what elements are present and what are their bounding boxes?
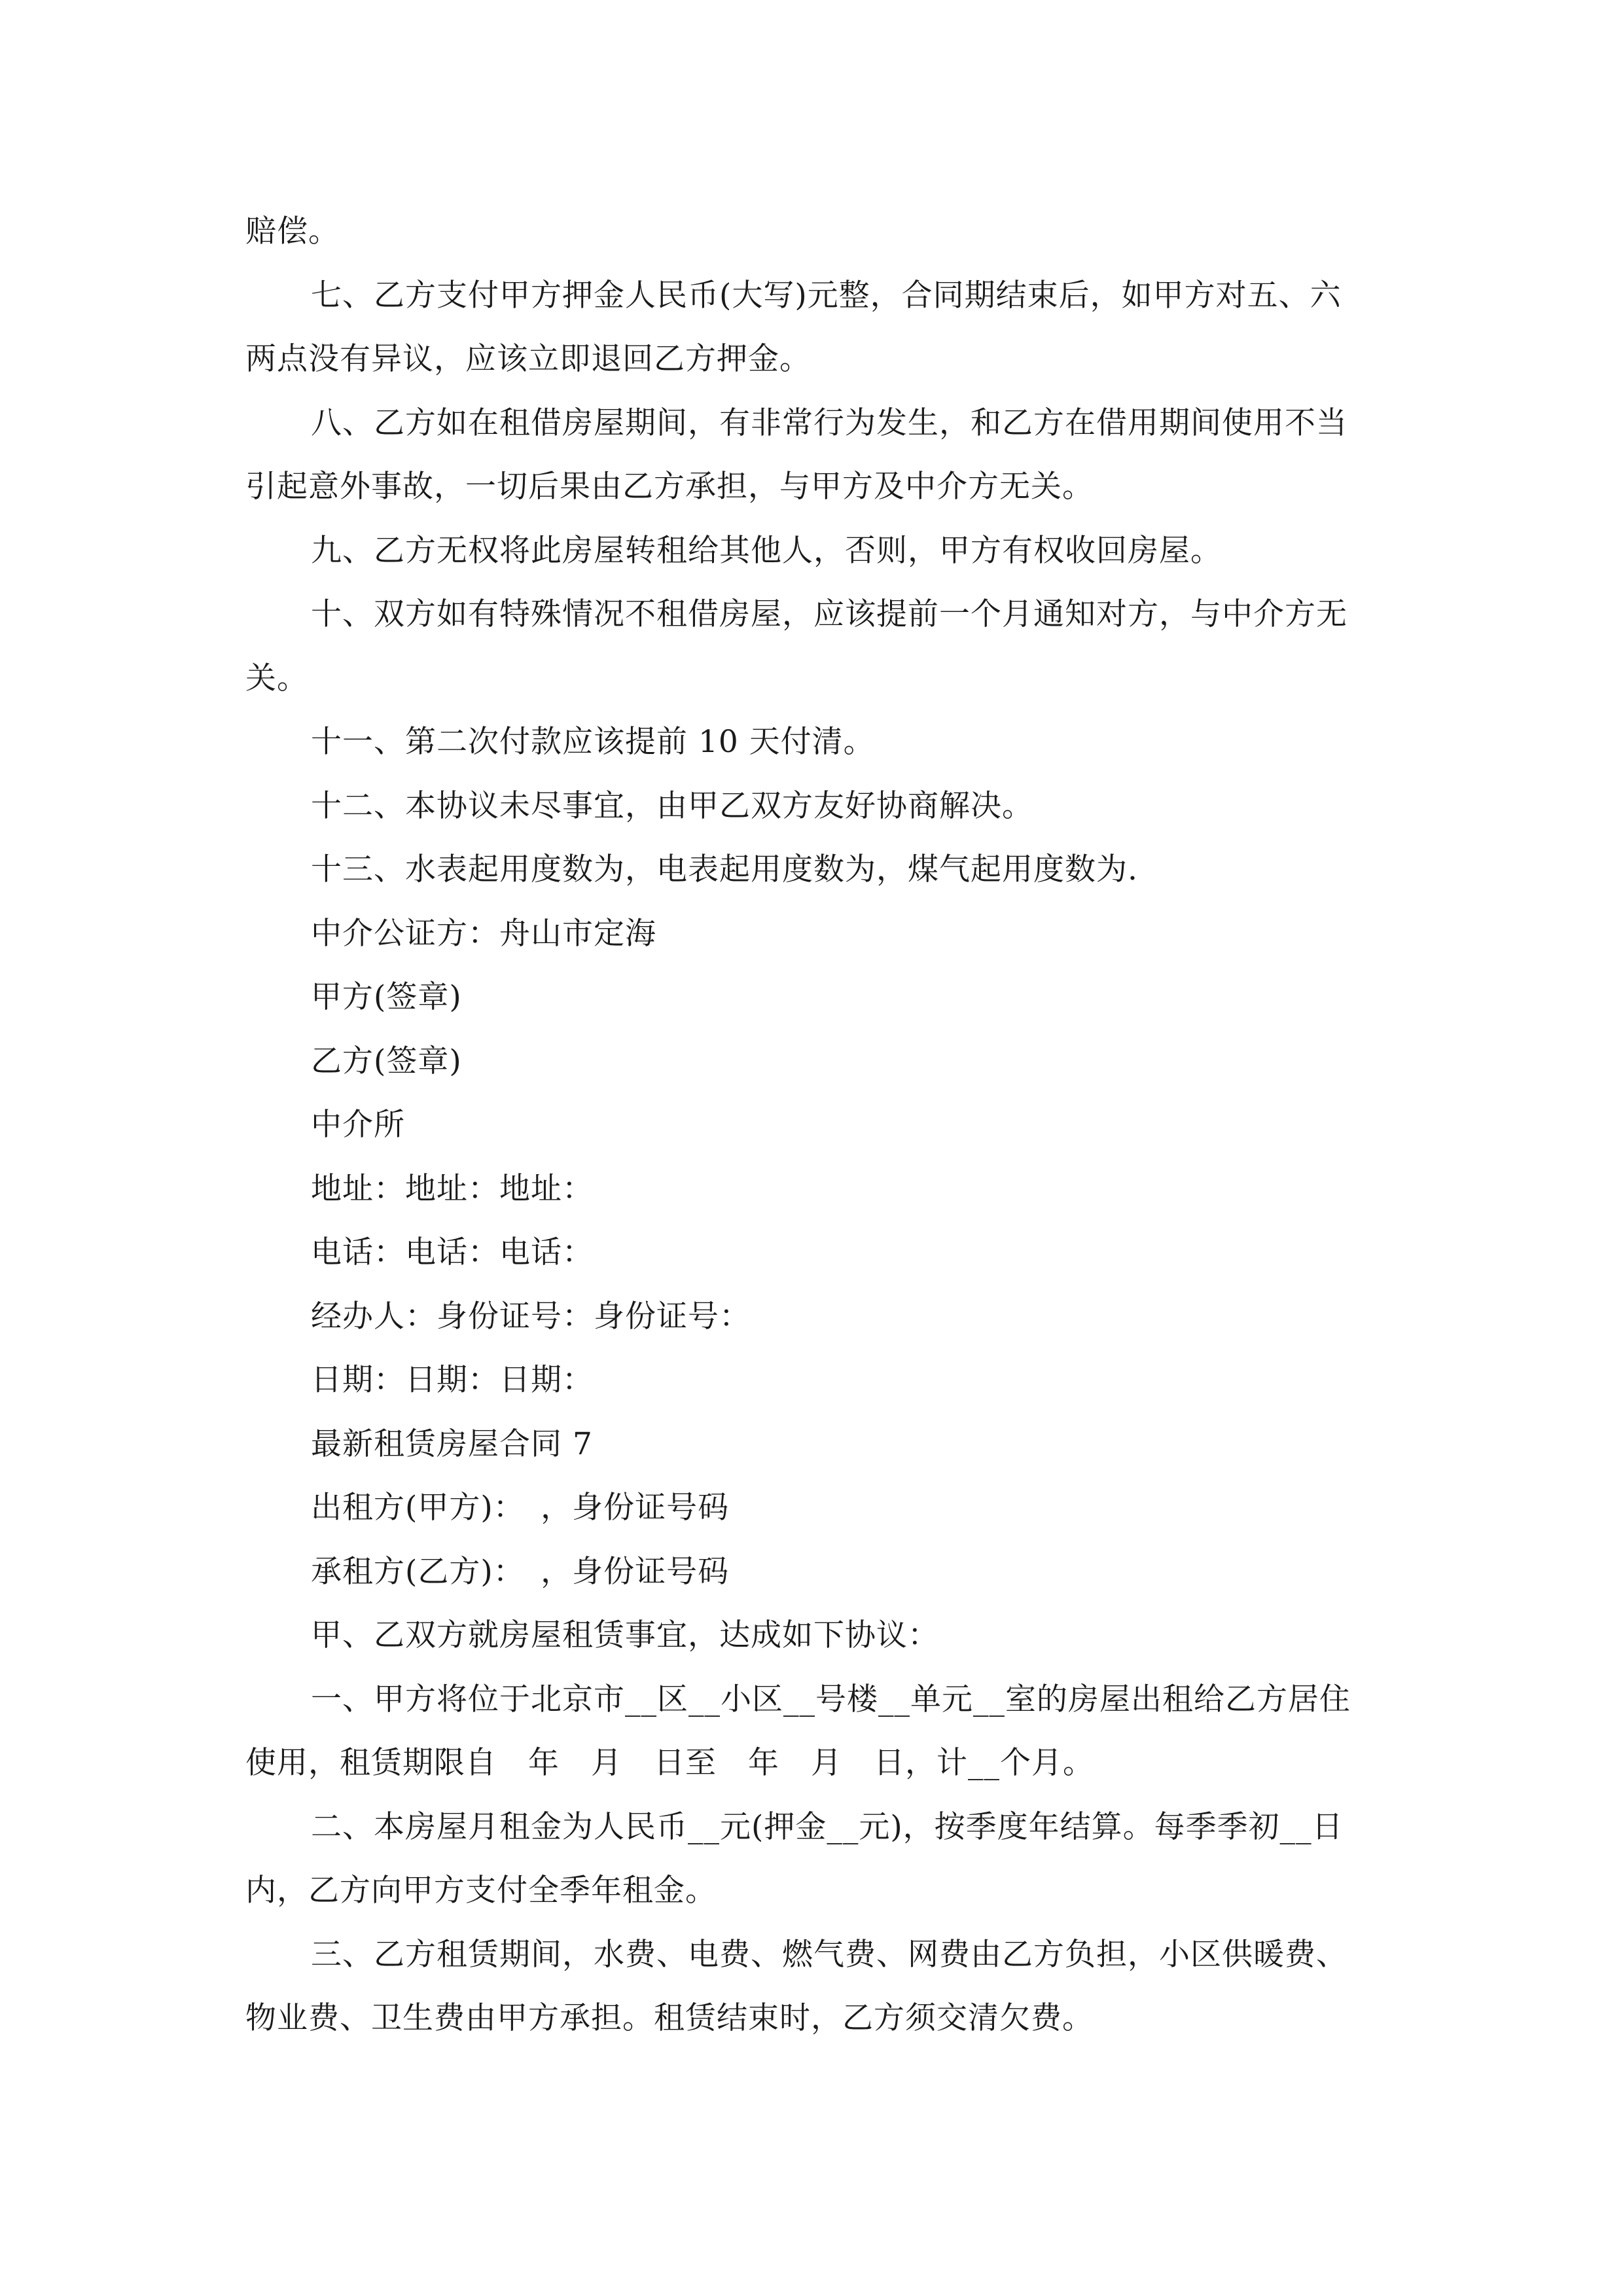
- paragraph-line: 地址：地址：地址：: [311, 1170, 594, 1207]
- paragraph-line: 承租方(乙方)： ，身份证号码: [311, 1553, 730, 1590]
- paragraph-line: 中介公证方：舟山市定海: [311, 915, 656, 952]
- paragraph-line: 十二、本协议未尽事宜，由甲乙双方友好协商解决。: [311, 787, 1033, 824]
- paragraph-line: 日期：日期：日期：: [311, 1362, 594, 1398]
- contract-title: 最新租赁房屋合同 7: [311, 1426, 593, 1462]
- paragraph-line: 电话：电话：电话：: [311, 1234, 594, 1270]
- paragraph-line: 乙方(签章): [311, 1043, 462, 1079]
- paragraph-line: 七、乙方支付甲方押金人民币(大写)元整，合同期结束后，如甲方对五、六: [311, 277, 1342, 314]
- paragraph-line: 三、乙方租赁期间，水费、电费、燃气费、网费由乙方负担，小区供暖费、: [311, 1936, 1347, 1973]
- paragraph-line: 引起意外事故，一切后果由乙方承担，与甲方及中介方无关。: [245, 469, 1094, 505]
- paragraph-line: 出租方(甲方)： ，身份证号码: [311, 1490, 730, 1526]
- paragraph-line: 二、本房屋月租金为人民币__元(押金__元)，按季度年结算。每季季初__日: [311, 1808, 1344, 1845]
- paragraph-line: 八、乙方如在租借房屋期间，有非常行为发生，和乙方在借用期间使用不当: [311, 404, 1347, 441]
- paragraph-line: 中介所: [311, 1107, 405, 1143]
- paragraph-line: 九、乙方无权将此房屋转租给其他人，否则，甲方有权收回房屋。: [311, 532, 1222, 569]
- paragraph-line: 赔偿。: [245, 213, 340, 249]
- paragraph-line: 使用，租赁期限自 年 月 日至 年 月 日，计__个月。: [245, 1745, 1094, 1781]
- paragraph-line: 一、甲方将位于北京市__区__小区__号楼__单元__室的房屋出租给乙方居住: [311, 1681, 1351, 1717]
- paragraph-line: 十、双方如有特殊情况不租借房屋，应该提前一个月通知对方，与中介方无: [311, 596, 1347, 632]
- document-body: [245, 200, 1384, 2051]
- paragraph-line: 物业费、卫生费由甲方承担。租赁结束时，乙方须交清欠费。: [245, 2000, 1094, 2036]
- paragraph-line: 甲、乙双方就房屋租赁事宜，达成如下协议：: [311, 1617, 939, 1653]
- paragraph-line: 经办人：身份证号：身份证号：: [311, 1298, 751, 1335]
- paragraph-line: 关。: [245, 660, 308, 696]
- paragraph-line: 内，乙方向甲方支付全季年租金。: [245, 1873, 717, 1909]
- paragraph-line: 十三、水表起用度数为，电表起用度数为，煤气起用度数为.: [311, 852, 1138, 888]
- paragraph-line: 甲方(签章): [311, 979, 462, 1015]
- paragraph-line: 十一、第二次付款应该提前 10 天付清。: [311, 724, 875, 760]
- paragraph-line: 两点没有异议，应该立即退回乙方押金。: [245, 341, 811, 377]
